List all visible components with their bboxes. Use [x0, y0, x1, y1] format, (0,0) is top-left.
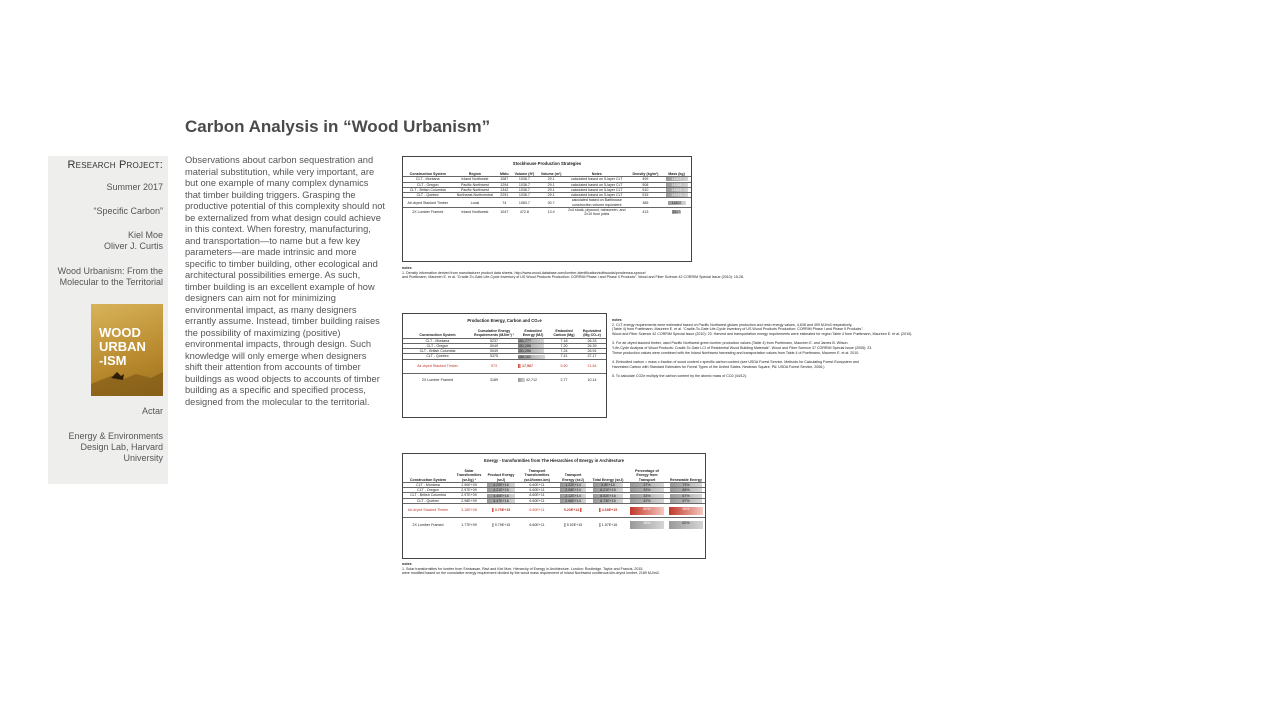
stockhouse-production-table: [402, 156, 692, 262]
column-header: Product Energy (seJ): [487, 473, 515, 482]
column-header: Equivalent (Mg CO₂e): [582, 329, 602, 338]
mass-cell: [662, 177, 691, 182]
table-cell: 2.97E+09: [453, 493, 485, 498]
table-cell: 26.33: [578, 338, 606, 343]
energy-bar-marker: [518, 364, 521, 368]
table-cell: 1036.7: [511, 177, 537, 182]
table-cell: 3189: [472, 373, 516, 387]
mass-cell: [662, 193, 691, 198]
note-line: These production values were combined with the Inland Northwest harvesting and transportation values from Table 4 of Puettmann, Maureen E. et al. 2010.: [612, 350, 860, 355]
table-cell: 29.1: [538, 193, 565, 198]
table-cell: 29.1: [538, 187, 565, 192]
term-label: Summer 2017: [106, 182, 163, 192]
mass-bar: 14821: [666, 188, 688, 192]
lab-name-line: University: [123, 453, 163, 463]
table-cell: 7.18: [550, 338, 578, 343]
table-cell: [485, 504, 517, 518]
table-cell: [667, 493, 705, 498]
mass-bar: 14507: [666, 177, 688, 181]
table-title: Production Energy, Carbon and CO₂e: [467, 318, 542, 323]
note-line: and Puettmann, Maureen E. et al. “Cradle-To-Gate Life-Cycle Inventory of US Wood Products Production: CORRIM Phase I and Phase II Products”. Wood and Fiber Science 42 CORRIM Special Issue (2010): 15-28.: [402, 275, 745, 280]
table-cell: 2.90E+09: [453, 482, 485, 487]
table-cell: CLT - Oregon: [403, 182, 452, 187]
table-cell: 2.77: [550, 373, 578, 387]
book-cover-image: [91, 304, 163, 396]
table-cell: 510: [629, 187, 662, 192]
table-cell: [485, 488, 517, 493]
cover-title-line: URBAN: [99, 339, 146, 354]
transport-pct-bar: 42%: [630, 499, 664, 503]
table-cell: [589, 504, 627, 518]
column-header: Volume (ft³): [514, 172, 535, 176]
product-energy-bar: 4.21E+16: [487, 488, 515, 492]
table-cell: Air-dryed Stacked Timber: [403, 198, 452, 208]
table-cell: 5237: [472, 338, 516, 343]
renewable-bar: 67%: [670, 494, 702, 498]
lab-name-line: Energy & Environments: [68, 431, 163, 441]
research-project-heading: Research Project:: [67, 159, 163, 171]
table-cell: 1036.7: [511, 193, 537, 198]
table-notes: [612, 318, 912, 379]
table-cell: [557, 504, 589, 518]
table-cell: [557, 488, 589, 493]
table-cell: 2X Lumber Framed: [403, 518, 453, 532]
table-cell: Air-dryed Stacked Timber: [403, 359, 472, 373]
mass-cell: [662, 182, 691, 187]
column-header: Construction System: [419, 333, 456, 338]
table-cell: 1083.7: [511, 198, 537, 208]
table-cell: 1087: [497, 177, 511, 182]
table-cell: [557, 482, 589, 487]
table-cell: 26.39: [578, 343, 606, 348]
column-header: Renewable Energy: [670, 477, 702, 482]
table-cell: 5049: [472, 349, 516, 354]
table-notes: [402, 266, 744, 280]
renewable-bar: 73%: [670, 483, 702, 487]
table-cell: CLT - British Columbia: [403, 493, 453, 498]
table-row: [403, 373, 606, 387]
table-cell: [667, 518, 705, 532]
column-header: Cumulative Energy Requirements (MJ/m³) ³: [474, 329, 514, 338]
column-header: Region: [468, 172, 481, 176]
table-row: [403, 504, 705, 518]
note-line: Wood and Fiber Science 42 CORRIM Special Issue (2010): 23. Harvest and transportation energy requirements were estimated for region Table 4 from Puettmann, Maureen E. et al. (2010).: [612, 331, 913, 336]
table-cell: CLT - British Columbia: [403, 187, 452, 192]
energy-cell: [516, 354, 550, 359]
column-header: Transport Energy (seJ): [562, 473, 584, 482]
gray-marker: [492, 523, 494, 527]
table-cell: 26.91: [578, 349, 606, 354]
table-cell: calculated based on 5-layer CLT: [565, 193, 629, 198]
note-line: 5. To calculate CO2e multiply the carbon content by the atomic mass of CO2 (44/12).: [612, 374, 747, 379]
cell-value: 5.92E+15: [566, 522, 583, 527]
transport-energy-bar: 2.12E+14: [560, 494, 586, 498]
table-cell: [667, 504, 705, 518]
table-cell: 6.60E+11: [517, 518, 557, 532]
table-cell: 29.1: [538, 182, 565, 187]
table-cell: 2X Lumber Framed: [403, 373, 472, 387]
table-cell: [667, 498, 705, 503]
note-line: 1. Density information derived from manufacturer product data sheets, http://www.wood-database.com/lumber-identification/softwoods/ponderosa-spruce/: [402, 270, 646, 275]
product-energy-bar: 4.40E+16: [487, 494, 515, 498]
table-cell: Local: [452, 198, 497, 208]
table-cell: 1047: [497, 208, 511, 217]
table-cell: [557, 498, 589, 503]
notes-label: notes: [612, 318, 622, 322]
renewable-bar: 57%: [670, 499, 702, 503]
mass-cell: [662, 208, 691, 217]
table-cell: Pacific Northwest: [452, 182, 497, 187]
table-cell: calculated based on 5-layer CLT: [565, 187, 629, 192]
renewable-bar: 68%: [670, 488, 702, 492]
table-cell: 1036.7: [511, 182, 537, 187]
table-cell: 27.17: [578, 354, 606, 359]
column-header: Mass (kg): [668, 172, 685, 176]
transport-energy-bar: 2.08E+14: [560, 488, 586, 492]
table-cell: [589, 493, 627, 498]
column-header: Construction System: [409, 172, 446, 176]
table-cell: CLT - British Columbia: [403, 349, 472, 354]
table-cell: 6.60E+11: [517, 504, 557, 518]
column-header: Mbtu: [499, 172, 509, 176]
energy-bar: 156,162: [518, 355, 545, 359]
transport-energy-bar: 1.22E+14: [560, 483, 586, 487]
cover-title-line: -ISM: [99, 353, 127, 368]
column-header: Percentage of Energy from Transport: [635, 469, 659, 482]
red-marker: [599, 508, 601, 512]
table-cell: 13.4: [538, 208, 565, 217]
table-cell: 6.60E+11: [517, 488, 557, 493]
project-name: “Specific Carbon”: [93, 206, 163, 216]
table-cell: [667, 482, 705, 487]
table-cell: [667, 488, 705, 493]
table-cell: 385: [629, 198, 662, 208]
table-cell: 573: [472, 359, 516, 373]
table-cell: 472.8: [511, 208, 537, 217]
table-cell: 7.20: [550, 343, 578, 348]
table-cell: 1036.7: [511, 187, 537, 192]
red-marker: [580, 508, 582, 512]
transport-pct-bar: 33%: [630, 488, 664, 492]
renewable-bar: 62%: [669, 521, 703, 529]
table-cell: CLT - Montana: [403, 338, 472, 343]
column-header: Total Energy (seJ): [592, 477, 624, 482]
mass-cell: [662, 187, 691, 192]
table-cell: 2291: [497, 193, 511, 198]
table-cell: [627, 504, 667, 518]
table-cell: 10.14: [578, 373, 606, 387]
gray-marker: [599, 523, 601, 527]
book-title-line: Molecular to the Territorial: [59, 277, 163, 287]
note-line: were modified based on the cumulative energy requirement divided by the wood mass requirement of Inland Northwest coniferous kiln-dryed lumber, 2189 MJ/m3.: [402, 571, 660, 576]
table-title: Stockhouse Production Strategies: [512, 161, 582, 166]
table-cell: 7.41: [550, 354, 578, 359]
cell-value: 9.79E+15: [494, 522, 511, 527]
production-energy-table: [402, 313, 607, 418]
table-cell: 1342: [497, 187, 511, 192]
energy-bar: 151,286: [518, 344, 544, 348]
table-cell: [627, 498, 667, 503]
table-cell: 30.7: [538, 198, 565, 208]
column-header: Notes: [591, 172, 602, 176]
table-cell: CLT - Quebec: [403, 354, 472, 359]
table-cell: CLT - Quebec: [403, 193, 452, 198]
table-cell: 6.60E+11: [517, 482, 557, 487]
transport-pct-bar: 80%: [630, 507, 664, 515]
table-cell: Air-dryed Stacked Timber: [403, 504, 453, 518]
table-cell: [485, 518, 517, 532]
note-line: Harvested Carbon with Standard Estimates for Forest Types of the United States. Newtown Square, PA: USDA Forest Service, 2006.): [612, 364, 825, 369]
book-title-line: Wood Urbanism: From the: [57, 266, 163, 276]
table-cell: calculated based on 5-layer CLT: [565, 182, 629, 187]
transport-energy-bar: 2.66E+14: [560, 499, 586, 503]
mass-bar: 5523: [672, 210, 681, 215]
renewable-bar: 96%: [669, 507, 703, 515]
table-cell: 508: [629, 182, 662, 187]
cell-value: 4.68E+15: [601, 508, 618, 513]
table-cell: Inland Northwest: [452, 177, 497, 182]
table-cell: [485, 498, 517, 503]
product-energy-bar: 4.47E+16: [487, 499, 515, 503]
table-cell: [557, 493, 589, 498]
table-cell: CLT - Montana: [403, 482, 453, 487]
table-cell: Inland Northwest: [452, 208, 497, 217]
table-cell: [485, 493, 517, 498]
notes-label: notes: [402, 266, 412, 270]
transport-pct-bar: 33%: [630, 494, 664, 498]
table-cell: Northeast-Northcentral: [452, 193, 497, 198]
energy-cell: [516, 373, 550, 387]
table-cell: [627, 482, 667, 487]
note-line: (Table 4) from Puettmann, Maureen E. et al. “Cradle-To-Gate Life-Cycle Inventory of US Wood Products Production: CORRIM Phase I and Phase II Products”.: [612, 327, 864, 332]
energy-bar: 151,777: [518, 339, 544, 343]
table-cell: [589, 488, 627, 493]
table-row: [403, 208, 691, 217]
mass-bar: 14326: [666, 183, 688, 187]
column-header: Density (kg/m³): [632, 172, 659, 176]
table-cell: Pacific Northwest: [452, 187, 497, 192]
table-cell: 29.1: [538, 177, 565, 182]
table-notes: [402, 562, 660, 576]
cell-value: 9.20E+14: [563, 508, 580, 513]
table-cell: [589, 482, 627, 487]
cell-value: 3.75E+15: [494, 508, 511, 513]
gray-marker: [564, 523, 566, 527]
total-energy-bar: 6.73E+16: [593, 499, 623, 503]
table-cell: 5049: [472, 343, 516, 348]
note-line: 3. For air-dryed stacked timber, used Pacific Northwest green lumber production values (Table 4) from Puettmann, Maureen E. and James B. Wilson.: [612, 341, 849, 346]
table-cell: 1294: [497, 182, 511, 187]
notes-label: notes: [402, 562, 412, 566]
note-line: “Life-Cycle Analysis of Wood Products: Cradle-To-Gate LCI of Residential Wood Building Materials”. Wood and Fiber Science 37 CORRIM Special Issue (2005): 23.: [612, 345, 873, 350]
transport-pct-bar: 37%: [630, 483, 664, 487]
table-cell: [589, 518, 627, 532]
table-cell: 2x4 studs, plywood, rainscreen, and 2x10 floor joists: [565, 208, 629, 217]
table-cell: calculated based on 5-layer CLT: [565, 177, 629, 182]
table-cell: CLT - Montana: [403, 177, 452, 182]
table-cell: [485, 482, 517, 487]
table-cell: [557, 518, 589, 532]
mass-bar: 11802: [668, 201, 686, 205]
total-energy-bar: 5.8E+16: [593, 483, 623, 487]
table-cell: 74: [497, 198, 511, 208]
column-header: Embodied Carbon (Mg): [553, 329, 575, 338]
mass-bar: 14973: [666, 193, 688, 197]
transport-pct-bar: 38%: [630, 521, 664, 529]
publisher-label: Actar: [141, 406, 163, 416]
total-energy-bar: 6.21E+16: [593, 488, 623, 492]
table-row: [403, 518, 705, 532]
product-energy-bar: 4.20E+16: [487, 483, 515, 487]
energy-transformities-table: [402, 453, 706, 559]
table-cell: CLT - Oregon: [403, 343, 472, 348]
table-row: [403, 198, 691, 208]
table-cell: 499: [629, 177, 662, 182]
table-cell: calculated based on Bathhouse construction volume equivalent: [565, 198, 629, 208]
table-title: Energy - transformities from The Hierarchies of Energy in Architecture: [484, 458, 624, 463]
note-line: 1. Solar transformities for lumber from Srinivasan, Ravi and Kiel Moe, Hierarchy of Energy in Architecture. London: Routledge, Taylor and Francis, 2015,: [402, 566, 644, 571]
table-cell: 5.90: [550, 359, 578, 373]
column-header: Transport Transformities (seJ/tonne-km): [524, 469, 550, 482]
table-cell: 1.77E+09: [453, 518, 485, 532]
table-cell: [589, 498, 627, 503]
total-energy-bar: 6.52E+16: [593, 494, 623, 498]
table-cell: 6.60E+11: [517, 493, 557, 498]
table-cell: 7.24: [550, 349, 578, 354]
energy-bar-marker: [518, 378, 525, 382]
table-cell: [627, 488, 667, 493]
table-cell: 2.98E+09: [453, 498, 485, 503]
energy-bar: 151,286: [518, 349, 544, 353]
sidebar-panel: [48, 156, 168, 484]
column-header: Volume (m³): [540, 172, 562, 176]
table-cell: 2.97E+09: [453, 488, 485, 493]
author-name: Oliver J. Curtis: [103, 241, 163, 251]
note-line: 4. Embodied carbon = mass x fraction of wood content x specific carbon content (see USDA Forest Service. Methods for Calculating Forest Ecosystem and: [612, 360, 859, 365]
table-cell: 515: [629, 193, 662, 198]
energy-value: 42,712: [526, 378, 537, 383]
red-marker: [492, 508, 494, 512]
table-cell: 2X Lumber Framed: [403, 208, 452, 217]
lab-name-line: Design Lab, Harvard: [80, 442, 163, 452]
column-header: Solar Transformities (seJ/g) ¹: [456, 469, 482, 482]
table-cell: 21.64: [578, 359, 606, 373]
note-line: 2. CLT energy requirements were estimated based on Pacific Northwest glulam production and resin energy values, 4,638 and 499 MJ/m3 respectively,: [612, 322, 853, 327]
energy-value: 17,567: [522, 364, 533, 369]
mass-cell: [662, 198, 691, 208]
table-cell: 6.60E+11: [517, 498, 557, 503]
cover-illustration: [91, 304, 163, 396]
table-cell: [627, 493, 667, 498]
table-row: [403, 359, 606, 373]
table-cell: [627, 518, 667, 532]
column-header: Construction System: [409, 477, 447, 482]
cell-value: 1.57E+16: [601, 522, 618, 527]
table-cell: 3.18E+08: [453, 504, 485, 518]
body-paragraph: Observations about carbon sequestration and material substitution, while very important, are but one example of many complex dynamics that timber building triggers. Grasping the productive potential of this complexity should not be externalized from what design could achieve in this context. When forestry, manufacturing, and transportation—to name but a few key parameters—are made intrinsic and more specific to timber building, other ecological and architectural possibilities emerge. As such, timber building is an excellent example of how designers can aim not for minimizing environmental impact, as many designers errantly assume. Instead, timber building raises the possibility of maximizing (positive) environmental impacts, through design. Such knowledge will only emerge when designers shift their attention from accounts of timber buildings as wood objects to accounts of timber building as a specific and specified process, designed from the molecular to the territorial.: [185, 155, 385, 407]
table-cell: CLT - Oregon: [403, 488, 453, 493]
cover-title-line: WOOD: [99, 325, 141, 340]
author-name: Kiel Moe: [127, 230, 163, 240]
column-header: Embodied Energy (MJ): [522, 329, 544, 338]
table-cell: 5375: [472, 354, 516, 359]
energy-cell: [516, 359, 550, 373]
table-cell: CLT - Quebec: [403, 498, 453, 503]
page-title: Carbon Analysis in “Wood Urbanism”: [185, 117, 491, 136]
table-cell: 413: [629, 208, 662, 217]
